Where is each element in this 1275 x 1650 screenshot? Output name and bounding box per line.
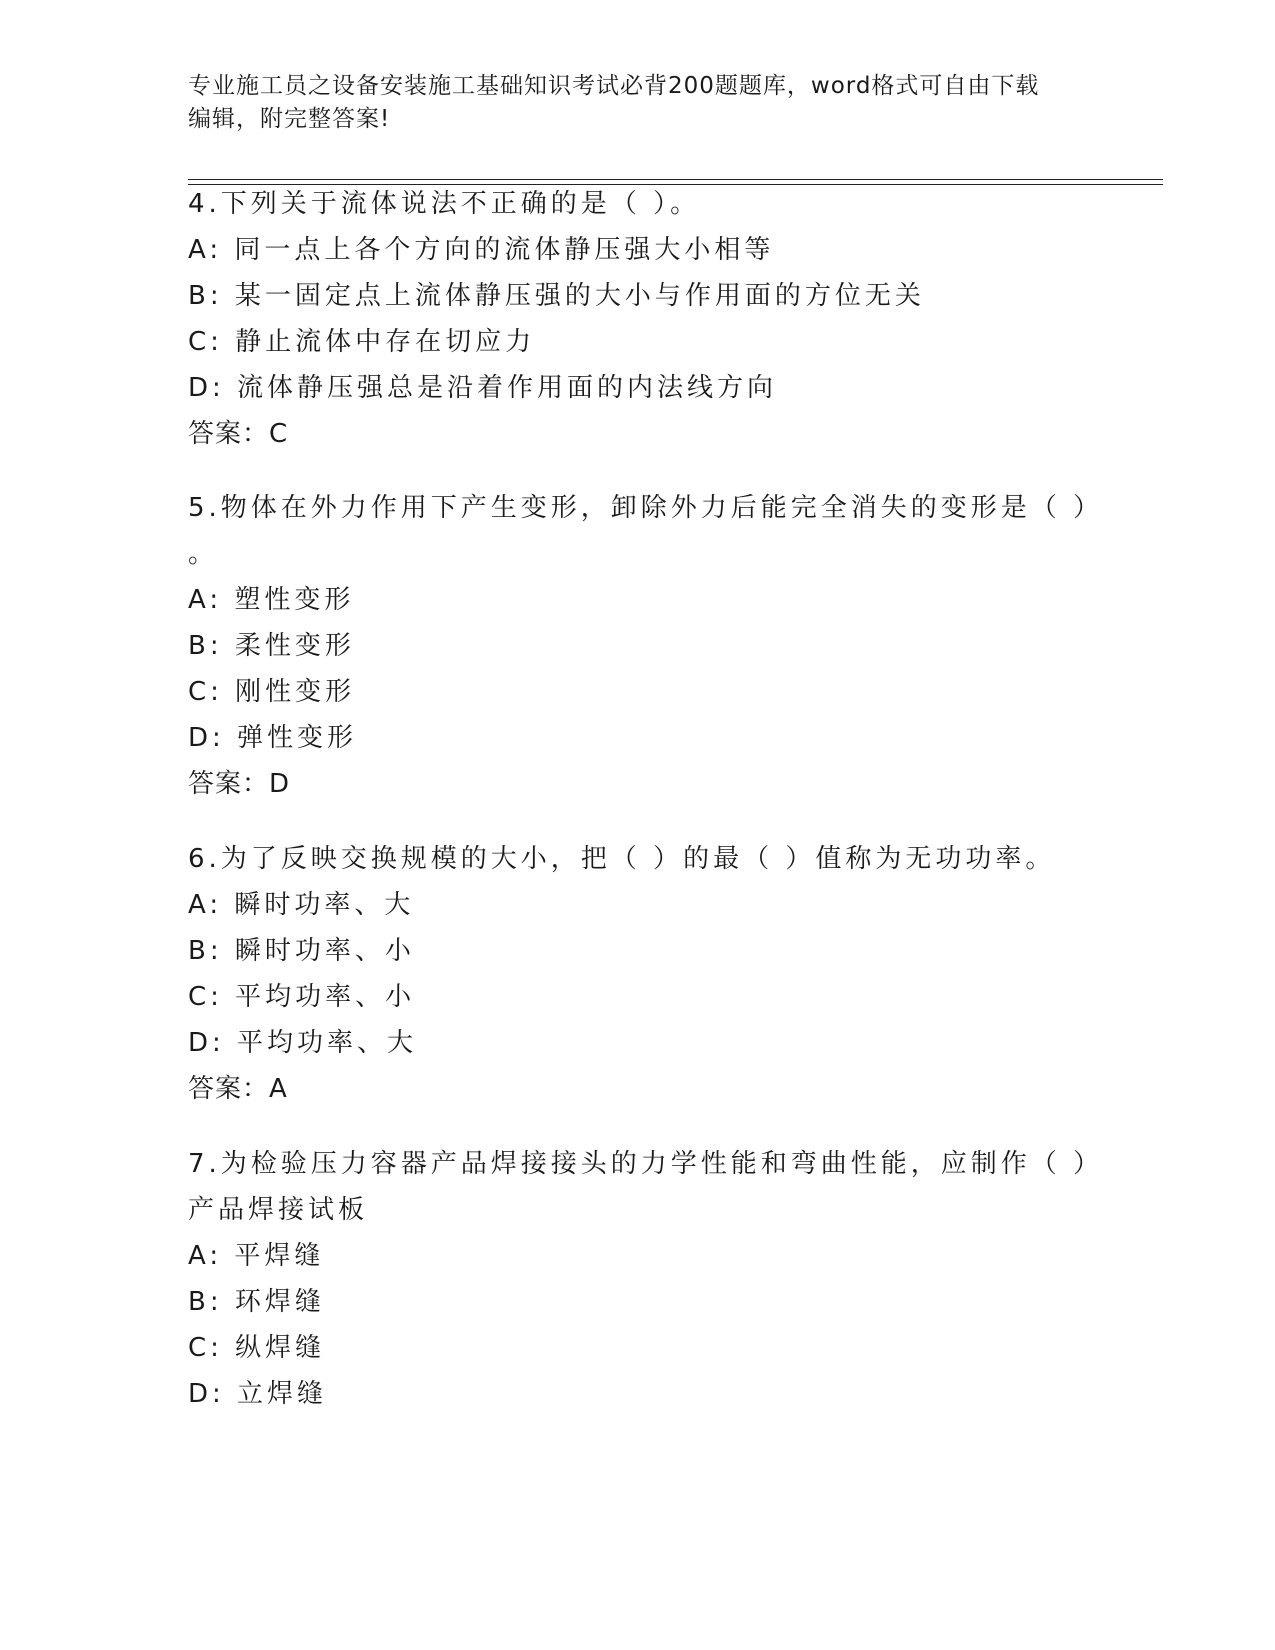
question-stem: 5.物体在外力作用下产生变形，卸除外力后能完全消失的变形是（ ）	[188, 493, 1104, 523]
question-stem: 6.为了反映交换规模的大小，把（ ）的最（ ）值称为无功功率。	[188, 844, 1056, 874]
question-block	[188, 485, 1104, 807]
answer: 答案：C	[188, 419, 289, 449]
answer: 答案：A	[188, 1074, 288, 1104]
option-d: D: 平均功率、大	[188, 1028, 418, 1058]
question-stem-continuation: 产品焊接试板	[188, 1195, 369, 1225]
question-stem: 4.下列关于流体说法不正确的是（ ）。	[188, 189, 701, 219]
question-stem-continuation: 。	[188, 539, 219, 569]
option-d: D: 流体静压强总是沿着作用面的内法线方向	[188, 373, 778, 403]
option-c: C: 纵焊缝	[188, 1333, 326, 1363]
question-block	[188, 181, 1088, 457]
option-a: A: 瞬时功率、大	[188, 890, 415, 920]
option-b: B: 某一固定点上流体静压强的大小与作用面的方位无关	[188, 281, 925, 311]
header-title-line-2: 编辑，附完整答案!	[188, 106, 391, 132]
document-header	[188, 70, 1088, 136]
option-c: C: 刚性变形	[188, 677, 356, 707]
header-title-line-1: 专业施工员之设备安装施工基础知识考试必背200题题库，word格式可自由下载	[188, 73, 1040, 99]
option-c: C: 平均功率、小	[188, 982, 416, 1012]
option-b: B: 环焊缝	[188, 1287, 325, 1317]
option-b: B: 瞬时功率、小	[188, 936, 415, 966]
header-divider-top	[188, 179, 1163, 180]
option-c: C: 静止流体中存在切应力	[188, 327, 536, 357]
option-a: A: 同一点上各个方向的流体静压强大小相等	[188, 235, 775, 265]
option-a: A: 塑性变形	[188, 585, 355, 615]
option-d: D: 弹性变形	[188, 723, 358, 753]
question-block	[188, 1141, 1104, 1417]
question-block	[188, 836, 1088, 1112]
option-a: A: 平焊缝	[188, 1241, 325, 1271]
option-d: D: 立焊缝	[188, 1379, 328, 1409]
option-b: B: 柔性变形	[188, 631, 355, 661]
question-stem: 7.为检验压力容器产品焊接接头的力学性能和弯曲性能，应制作（ ）	[188, 1149, 1104, 1179]
answer: 答案：D	[188, 769, 291, 799]
